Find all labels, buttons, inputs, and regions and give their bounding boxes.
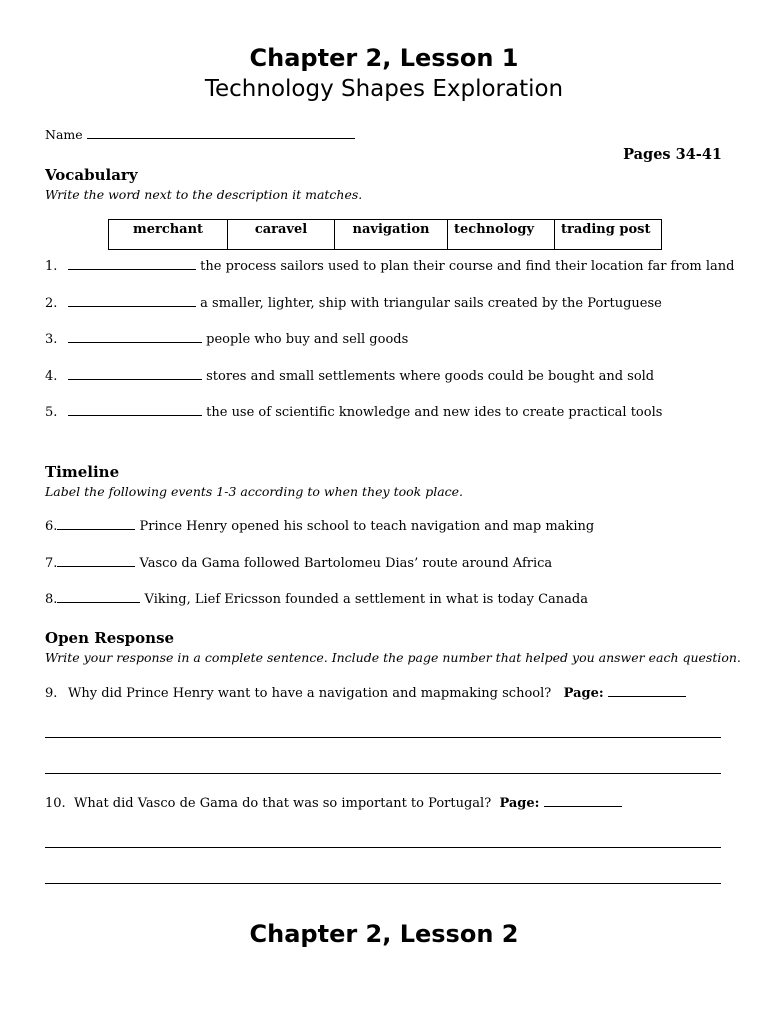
- vocab-item: 5. the use of scientific knowledge and new ides to create practical tools: [45, 405, 663, 420]
- answer-line[interactable]: [45, 773, 721, 774]
- question-item: 10. What did Vasco de Gama do that was so important to Portugal? Page:: [45, 796, 622, 811]
- timeline-heading: Timeline: [45, 463, 120, 481]
- name-blank[interactable]: [87, 137, 355, 139]
- page-label: Page:: [499, 796, 540, 811]
- next-lesson-title: Chapter 2, Lesson 2: [249, 920, 519, 948]
- vocabulary-instruction: Write the word next to the description it matches.: [45, 187, 363, 202]
- question-item: 9. Why did Prince Henry want to have a navigation and mapmaking school? Page:: [45, 686, 686, 701]
- name-label: Name: [45, 127, 83, 142]
- page-blank[interactable]: [544, 805, 622, 807]
- answer-blank[interactable]: [68, 341, 202, 343]
- answer-blank[interactable]: [68, 414, 202, 416]
- page-blank[interactable]: [608, 695, 686, 697]
- vocab-item: 4. stores and small settlements where goods could be bought and sold: [45, 369, 655, 384]
- page-title: Chapter 2, Lesson 1: [249, 44, 519, 72]
- answer-blank[interactable]: [57, 565, 135, 567]
- answer-blank[interactable]: [57, 528, 135, 530]
- answer-blank[interactable]: [68, 305, 196, 307]
- word-bank-cell: trading post: [555, 220, 662, 250]
- vocab-item: 1. the process sailors used to plan their course and find their location far from land: [45, 259, 735, 274]
- answer-blank[interactable]: [68, 378, 202, 380]
- answer-line[interactable]: [45, 847, 721, 848]
- word-bank-cell: technology: [448, 220, 555, 250]
- answer-line[interactable]: [45, 737, 721, 738]
- open-response-heading: Open Response: [45, 629, 175, 647]
- word-bank: [108, 219, 662, 250]
- word-bank-cell: navigation: [335, 220, 448, 250]
- answer-blank[interactable]: [57, 601, 140, 603]
- open-response-instruction: Write your response in a complete sentence. Include the page number that helped you answer each question.: [45, 650, 741, 665]
- word-bank-cell: caravel: [228, 220, 335, 250]
- timeline-item: 6. Prince Henry opened his school to teach navigation and map making: [45, 519, 595, 534]
- page-subtitle: Technology Shapes Exploration: [204, 76, 564, 102]
- vocab-item: 3. people who buy and sell goods: [45, 332, 409, 347]
- pages-label: Pages 34-41: [623, 146, 722, 163]
- page-label: Page:: [563, 686, 604, 701]
- word-bank-cell: merchant: [109, 220, 228, 250]
- answer-line[interactable]: [45, 883, 721, 884]
- answer-blank[interactable]: [68, 268, 196, 270]
- timeline-item: 7. Vasco da Gama followed Bartolomeu Dias’ route around Africa: [45, 556, 553, 571]
- vocab-item: 2. a smaller, lighter, ship with triangular sails created by the Portuguese: [45, 296, 662, 311]
- name-row: [45, 127, 355, 142]
- vocabulary-heading: Vocabulary: [45, 166, 138, 184]
- timeline-item: 8. Viking, Lief Ericsson founded a settlement in what is today Canada: [45, 592, 588, 607]
- timeline-instruction: Label the following events 1-3 according to when they took place.: [45, 484, 464, 499]
